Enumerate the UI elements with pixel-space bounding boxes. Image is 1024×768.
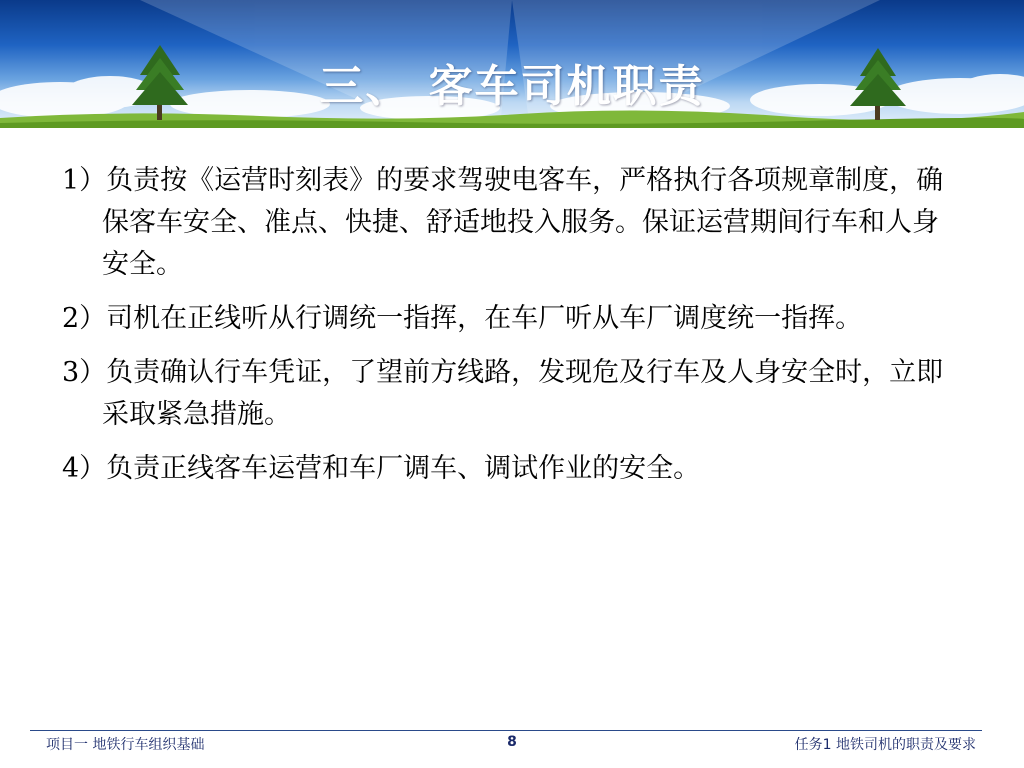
list-item: 3）负责确认行车凭证，了望前方线路，发现危及行车及人身安全时，立即采取紧急措施。	[62, 357, 944, 430]
footer-project-label: 项目一 地铁行车组织基础	[46, 737, 205, 753]
list-item: 1）负责按《运营时刻表》的要求驾驶电客车，严格执行各项规章制度，确保客车安全、准点、快捷、舒适地投入服务。保证运营期间行车和人身安全。	[62, 165, 944, 280]
footer-divider	[30, 730, 982, 731]
footer-task-label: 任务1 地铁司机的职责及要求	[794, 737, 976, 753]
list-item: 4）负责正线客车运营和车厂调车、调试作业的安全。	[62, 453, 701, 484]
header-banner	[0, 0, 1024, 128]
page-number: 8	[507, 734, 517, 750]
duty-list	[62, 160, 962, 502]
slide-title: 三、 客车司机职责	[319, 61, 705, 112]
list-item: 2）司机在正线听从行调统一指挥，在车厂听从车厂调度统一指挥。	[62, 303, 863, 334]
